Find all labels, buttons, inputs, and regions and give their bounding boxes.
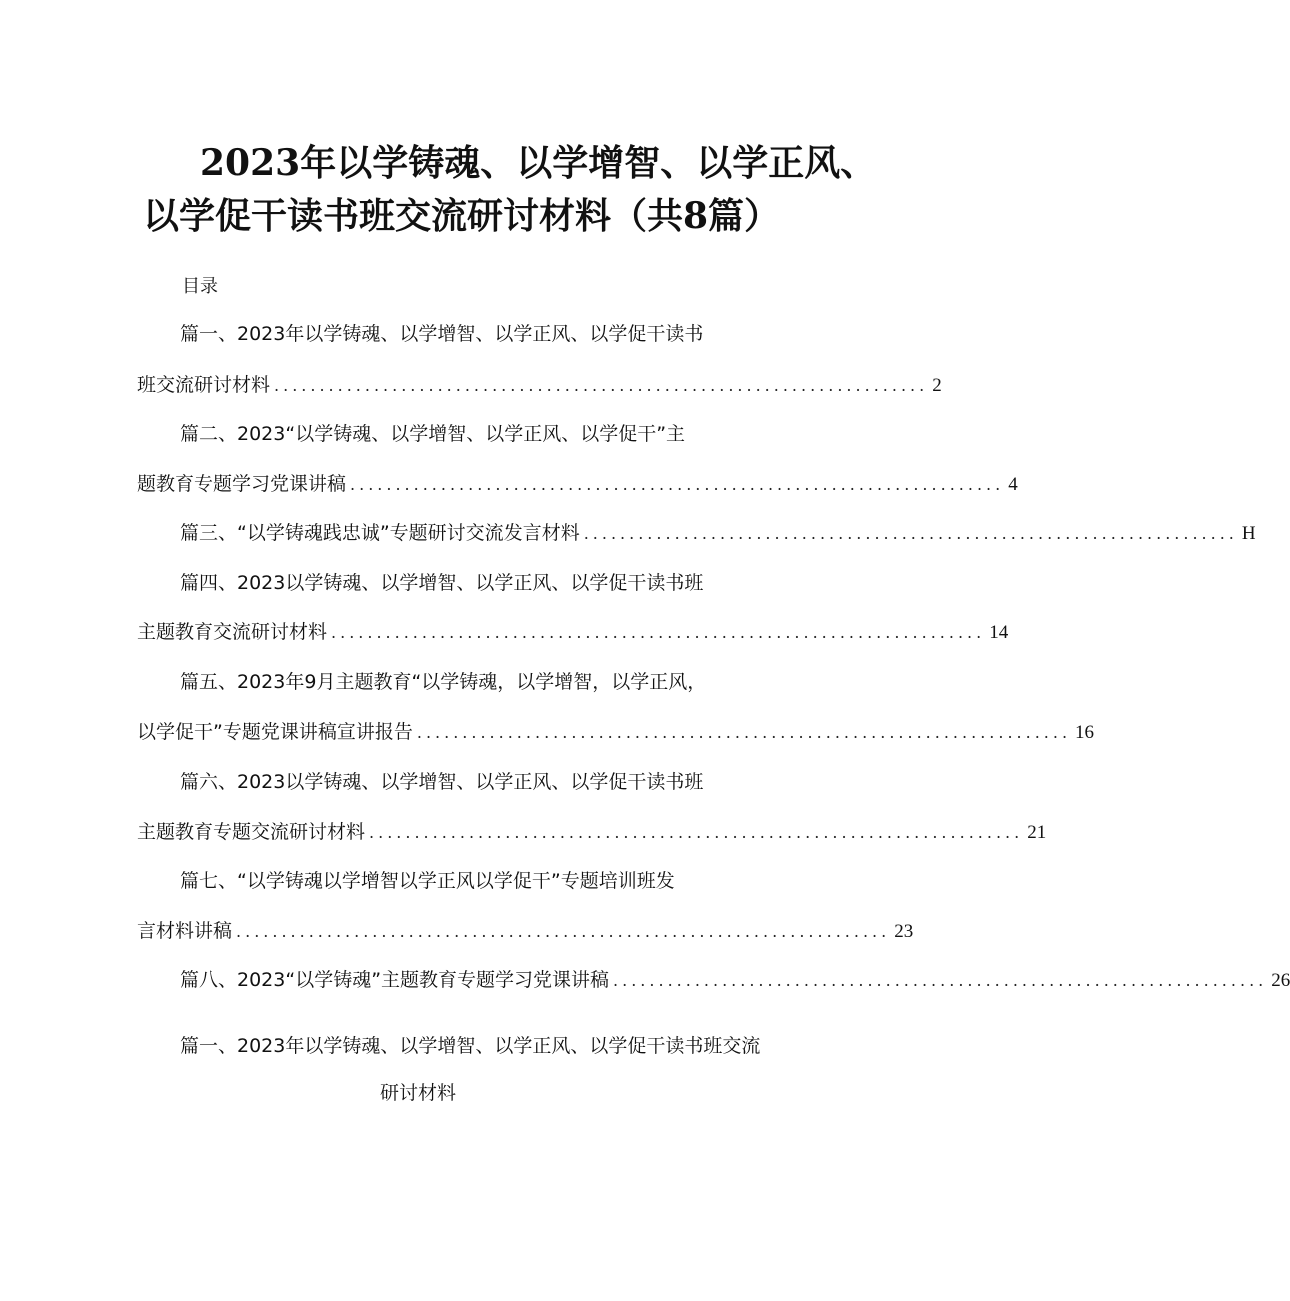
toc-item-4-line2[interactable] xyxy=(137,620,1009,645)
toc-item-8-page: 26 xyxy=(1271,970,1290,991)
toc-heading: 目录 xyxy=(182,276,218,297)
toc-item-1-text: 班交流研讨材料 xyxy=(137,374,271,396)
toc-leader-dots: ........................................................................ xyxy=(236,922,891,941)
toc-leader-dots: ........................................................................ xyxy=(416,723,1072,742)
toc-item-3[interactable] xyxy=(180,521,1256,546)
toc-item-5-page: 16 xyxy=(1075,722,1095,743)
toc-item-6-page: 21 xyxy=(1027,822,1047,843)
toc-item-2-page: 4 xyxy=(1008,474,1018,495)
toc-item-2-line1[interactable]: 篇二、2023“以学铸魂、以学增智、以学正风、以学促干”主 xyxy=(180,423,686,445)
toc-item-1-line2[interactable] xyxy=(137,373,942,398)
toc-item-1-line1[interactable]: 篇一、2023年以学铸魂、以学增智、以学正风、以学促干读书 xyxy=(180,323,704,345)
toc-leader-dots: ........................................................................ xyxy=(369,823,1024,842)
toc-item-3-text: 篇三、“以学铸魂践忠诚”专题研讨交流发言材料 xyxy=(180,522,580,544)
toc-item-7-line1[interactable]: 篇七、“以学铸魂以学增智以学正风以学促干”专题培训班发 xyxy=(180,870,675,892)
section-1-heading-line2: 研讨材料 xyxy=(380,1082,457,1104)
toc-item-4-text: 主题教育交流研讨材料 xyxy=(137,621,328,643)
toc-leader-dots: ........................................................................ xyxy=(583,524,1238,543)
toc-item-4-line1[interactable]: 篇四、2023以学铸魂、以学增智、以学正风、以学促干读书班 xyxy=(180,572,704,594)
toc-item-2-line2[interactable] xyxy=(137,472,1018,497)
toc-leader-dots: ........................................................................ xyxy=(613,971,1268,990)
toc-item-6-line1[interactable]: 篇六、2023以学铸魂、以学增智、以学正风、以学促干读书班 xyxy=(180,771,704,793)
toc-item-3-page: H xyxy=(1241,523,1256,544)
document-title-line1: 2023年以学铸魂、以学增智、以学正风、 xyxy=(200,142,877,184)
toc-item-6-text: 主题教育专题交流研讨材料 xyxy=(137,821,366,843)
toc-item-6-line2[interactable] xyxy=(137,820,1047,845)
toc-item-1-page: 2 xyxy=(932,375,942,396)
toc-item-5-line2[interactable] xyxy=(137,720,1095,745)
toc-item-4-page: 14 xyxy=(989,622,1009,643)
document-title-line2: 以学促干读书班交流研讨材料（共8篇） xyxy=(143,195,781,237)
section-1-heading-line1: 篇一、2023年以学铸魂、以学增智、以学正风、以学促干读书班交流 xyxy=(180,1035,761,1057)
toc-leader-dots: ........................................................................ xyxy=(274,376,929,395)
toc-item-8[interactable] xyxy=(180,968,1290,993)
toc-item-5-line1[interactable]: 篇五、2023年9月主题教育“以学铸魂，以学增智，以学正风， xyxy=(180,671,707,693)
toc-item-7-text: 言材料讲稿 xyxy=(137,920,233,942)
toc-item-7-page: 23 xyxy=(894,921,914,942)
toc-leader-dots: ........................................................................ xyxy=(331,623,986,642)
toc-leader-dots: ........................................................................ xyxy=(350,475,1005,494)
toc-item-7-line2[interactable] xyxy=(137,919,914,944)
toc-item-5-text: 以学促干”专题党课讲稿宣讲报告 xyxy=(137,721,413,743)
toc-item-8-text: 篇八、2023“以学铸魂”主题教育专题学习党课讲稿 xyxy=(180,969,610,991)
toc-item-2-text: 题教育专题学习党课讲稿 xyxy=(137,473,347,495)
